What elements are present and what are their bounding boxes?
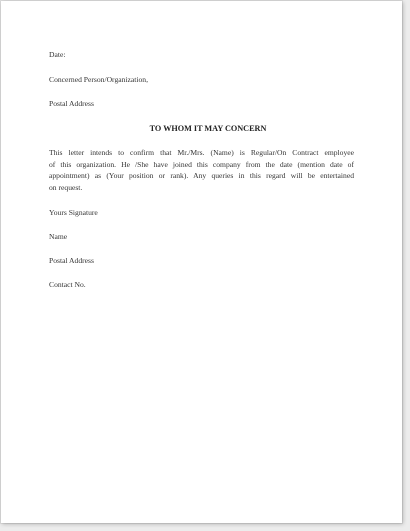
contact-line: Contact No.: [49, 280, 86, 289]
letter-body: [49, 147, 354, 193]
body-line: appointment) as (Your position or rank). Any queries in this regard will be entertained: [49, 171, 354, 181]
date-label: Date:: [49, 50, 66, 59]
body-line: of this organization. He /She have joined this company from the date (mention date of: [49, 159, 354, 169]
postal-address-bottom: Postal Address: [49, 256, 94, 265]
body-line: on request.: [49, 182, 83, 192]
signature-line: Yours Signature: [49, 208, 98, 217]
name-line: Name: [49, 232, 68, 241]
letter-page: [1, 1, 402, 523]
body-line: This letter intends to confirm that Mr./Mrs. (Name) is Regular/On Contract employee: [49, 148, 354, 157]
recipient-line: Concerned Person/Organization,: [49, 75, 148, 84]
letter-title: TO WHOM IT MAY CONCERN: [149, 124, 267, 133]
postal-address-top: Postal Address: [49, 99, 94, 108]
